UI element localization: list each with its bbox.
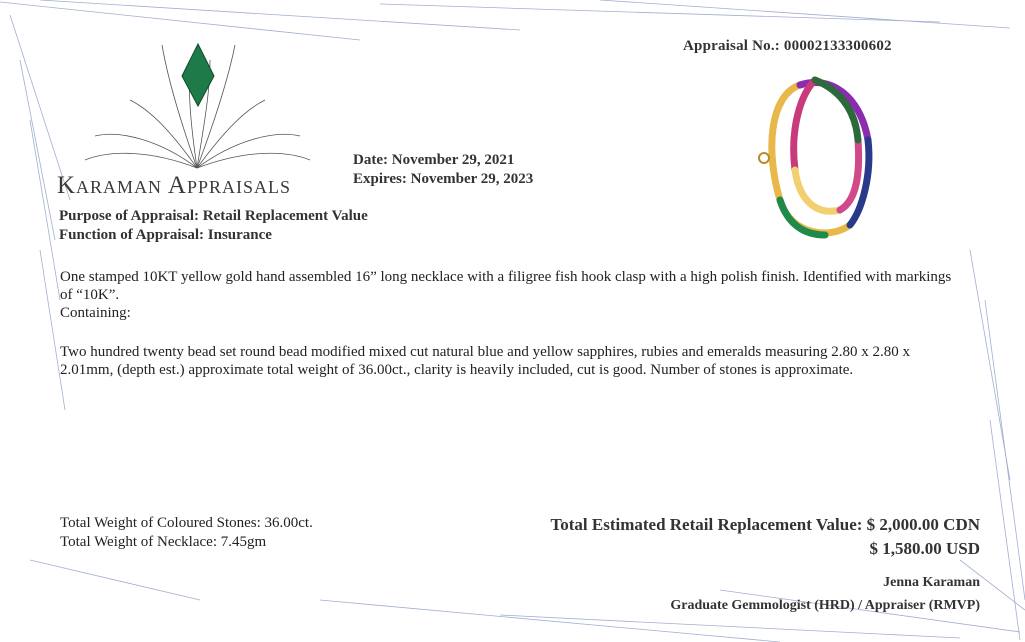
appraisal-date: Date: November 29, 2021	[353, 152, 515, 168]
gem-icon	[182, 44, 214, 106]
function-of-appraisal: Function of Appraisal: Insurance	[59, 227, 272, 243]
appraisal-number: Appraisal No.: 00002133300602	[683, 38, 892, 54]
description-line: One stamped 10KT yellow gold hand assembled 16” long necklace with a filigree fish hook clasp with a high polish finish. Identified with markings of “10K”.	[60, 269, 952, 303]
value-usd: $ 1,580.00 USD	[869, 539, 980, 558]
brand-name: Karaman Appraisals	[57, 172, 292, 199]
signer-name: Jenna Karaman	[883, 575, 980, 590]
containing-label: Containing:	[60, 305, 131, 321]
stones-weight: Total Weight of Coloured Stones: 36.00ct.	[60, 515, 313, 531]
value-block	[550, 513, 980, 561]
purpose-of-appraisal: Purpose of Appraisal: Retail Replacement Value	[59, 208, 368, 224]
weights-block	[60, 514, 313, 552]
value-cdn: Total Estimated Retail Replacement Value: $ 2,000.00 CDN	[550, 515, 980, 534]
purpose-block	[59, 207, 368, 245]
necklace-weight: Total Weight of Necklace: 7.45gm	[60, 534, 267, 550]
signer-title: Graduate Gemmologist (HRD) / Appraiser (RMVP)	[670, 598, 980, 613]
signer-block	[670, 571, 980, 617]
dates-block	[353, 151, 533, 189]
item-description	[60, 268, 960, 322]
expiry-date: Expires: November 29, 2023	[353, 171, 534, 187]
stones-description: Two hundred twenty bead set round bead modified mixed cut natural blue and yellow sapphires, rubies and emeralds measuring 2.80 x 2.80 x 2.01mm, (depth est.) approximate total weight of 36.00ct., clarity is heavily included, cut is good. Number of stones is approximate.	[60, 344, 910, 378]
